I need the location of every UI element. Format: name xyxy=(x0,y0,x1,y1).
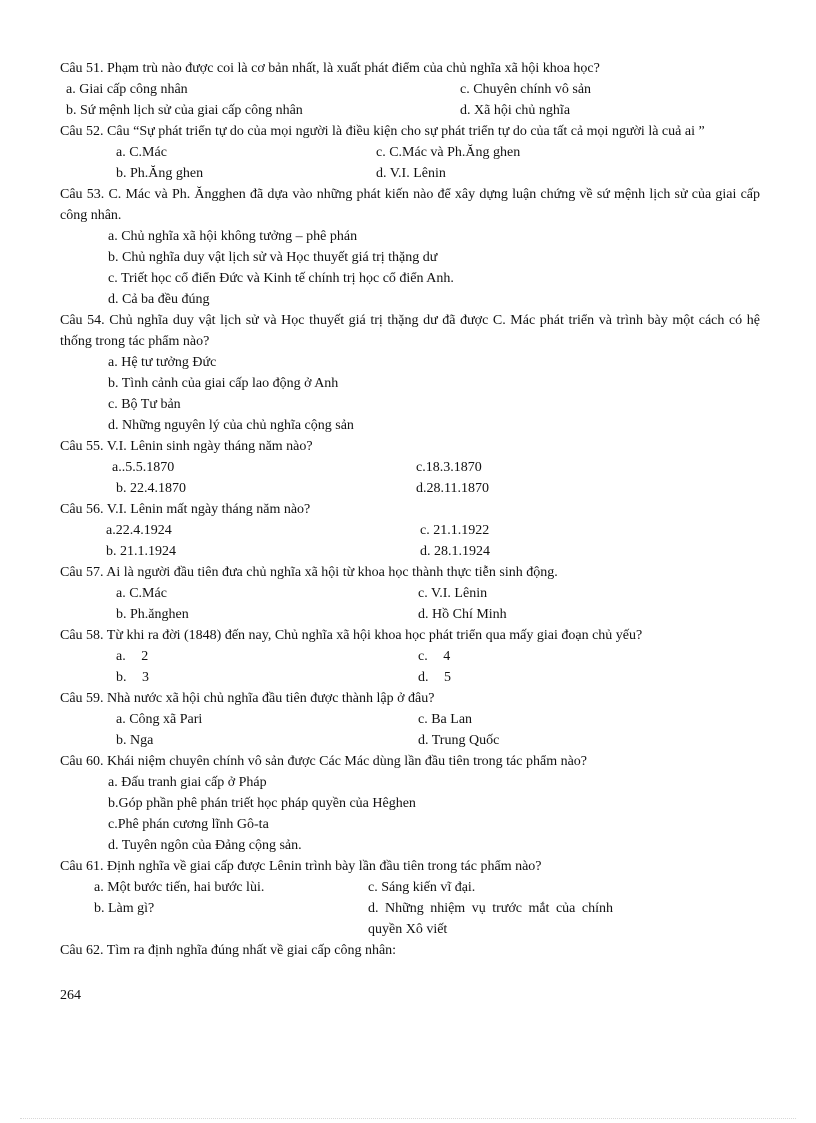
option-d: d. 5 xyxy=(418,670,451,685)
question-text: Câu 60. Khái niệm chuyên chính vô sản được Các Mác dùng lần đầu tiên trong tác phẩm nào? xyxy=(60,754,588,769)
option-b: b.Góp phần phê phán triết học pháp quyền của Hêghen xyxy=(108,796,416,811)
question-60 xyxy=(60,751,760,856)
question-55 xyxy=(60,436,760,499)
question-54 xyxy=(60,310,760,436)
option-c: c.Phê phán cương lĩnh Gô-ta xyxy=(108,817,269,832)
option-b: b. Tình cảnh của giai cấp lao động ở Anh xyxy=(108,376,339,391)
question-59 xyxy=(60,688,760,751)
option-a: a. Đấu tranh giai cấp ở Pháp xyxy=(108,775,267,790)
option-d: d.28.11.1870 xyxy=(416,481,489,496)
option-c: c. Bộ Tư bản xyxy=(108,397,181,412)
question-51 xyxy=(60,58,760,121)
option-b: b. 21.1.1924 xyxy=(106,544,176,559)
question-text: Câu 52. Câu “Sự phát triển tự do của mọi người là điều kiện cho sự phát triển tự do của tất cả mọi người là cuả ai ” xyxy=(60,124,705,139)
option-a: a.22.4.1924 xyxy=(106,523,172,538)
question-text: Câu 62. Tìm ra định nghĩa đúng nhất về giai cấp công nhân: xyxy=(60,943,397,958)
page-number: 264 xyxy=(60,988,81,1003)
option-a: a. Hệ tư tưởng Đức xyxy=(108,355,217,370)
option-c: c. Chuyên chính vô sản xyxy=(460,82,592,97)
question-56 xyxy=(60,499,760,562)
option-d: d. Trung Quốc xyxy=(418,733,500,748)
option-c: c. Triết học cổ điển Đức và Kinh tế chính trị học cổ điển Anh. xyxy=(108,271,454,286)
option-d: d. Hồ Chí Minh xyxy=(418,607,507,622)
option-b: b. 22.4.1870 xyxy=(116,481,186,496)
question-58 xyxy=(60,625,760,688)
option-b: b. Ph.ănghen xyxy=(116,607,189,622)
question-52 xyxy=(60,121,760,184)
question-53 xyxy=(60,184,760,310)
question-text: Câu 51. Phạm trù nào được coi là cơ bản nhất, là xuất phát điểm của chủ nghĩa xã hội khoa học? xyxy=(60,61,600,76)
option-b: b. Sứ mệnh lịch sử của giai cấp công nhân xyxy=(66,103,303,118)
question-61 xyxy=(60,856,760,940)
option-c: c.18.3.1870 xyxy=(416,460,482,475)
option-a: a. Chủ nghĩa xã hội không tưởng – phê phán xyxy=(108,229,358,244)
option-a: a. Giai cấp công nhân xyxy=(66,82,188,97)
option-b: b. Nga xyxy=(116,733,154,748)
question-text: Câu 61. Định nghĩa về giai cấp được Lênin trình bày lần đầu tiên trong tác phẩm nào? xyxy=(60,859,542,874)
option-d: d. Tuyên ngôn của Đảng cộng sản. xyxy=(108,838,302,853)
question-text: Câu 56. V.I. Lênin mất ngày tháng năm nào? xyxy=(60,502,311,517)
question-text: Câu 54. Chủ nghĩa duy vật lịch sử và Học thuyết giá trị thặng dư đã được C. Mác phát triển và trình bày một cách có hệ thống trong tác phẩm nào? xyxy=(60,313,760,349)
option-c: c. 4 xyxy=(418,649,451,664)
question-text: Câu 55. V.I. Lênin sinh ngày tháng năm nào? xyxy=(60,439,313,454)
question-text: Câu 53. C. Mác và Ph. Ăngghen đã dựa vào những phát kiến nào để xây dựng luận chứng về sứ mệnh lịch sử của giai cấp công nhân. xyxy=(60,187,760,223)
question-text: Câu 57. Ai là người đầu tiên đưa chủ nghĩa xã hội từ khoa học thành thực tiễn sinh động. xyxy=(60,565,558,580)
option-c: c. 21.1.1922 xyxy=(420,523,490,538)
option-b: b. Làm gì? xyxy=(94,901,155,916)
question-text: Câu 59. Nhà nước xã hội chủ nghĩa đầu tiên được thành lập ở đâu? xyxy=(60,691,435,706)
option-c: c. Sáng kiến vĩ đại. xyxy=(368,880,476,895)
option-c: c. C.Mác và Ph.Ăng ghen xyxy=(376,145,521,160)
option-d: d. Xã hội chủ nghĩa xyxy=(460,103,571,118)
option-b: b. Chủ nghĩa duy vật lịch sử và Học thuyết giá trị thặng dư xyxy=(108,250,438,265)
option-d: d. Những nguyên lý của chủ nghĩa cộng sản xyxy=(108,418,354,433)
page-bottom-divider xyxy=(20,1118,796,1119)
option-a: a. C.Mác xyxy=(116,145,167,160)
option-a: a. 2 xyxy=(116,649,149,664)
option-c: c. Ba Lan xyxy=(418,712,473,727)
question-57 xyxy=(60,562,760,625)
option-d: d. Những nhiệm vụ trước mắt của chính xyxy=(368,901,613,916)
option-d: d. 28.1.1924 xyxy=(420,544,490,559)
question-62 xyxy=(60,940,760,961)
option-d: d. Cả ba đều đúng xyxy=(108,292,210,307)
option-b: b. 3 xyxy=(116,670,149,685)
option-a: a..5.5.1870 xyxy=(112,460,175,475)
option-d-continued: quyền Xô viết xyxy=(368,922,448,937)
option-a: a. Một bước tiến, hai bước lùi. xyxy=(94,880,265,895)
option-a: a. Công xã Pari xyxy=(116,712,203,727)
document-page xyxy=(60,58,760,961)
option-c: c. V.I. Lênin xyxy=(418,586,488,601)
option-d: d. V.I. Lênin xyxy=(376,166,446,181)
question-text: Câu 58. Từ khi ra đời (1848) đến nay, Chủ nghĩa xã hội khoa học phát triển qua mấy giai đoạn chủ yếu? xyxy=(60,628,643,643)
option-b: b. Ph.Ăng ghen xyxy=(116,166,204,181)
option-a: a. C.Mác xyxy=(116,586,167,601)
